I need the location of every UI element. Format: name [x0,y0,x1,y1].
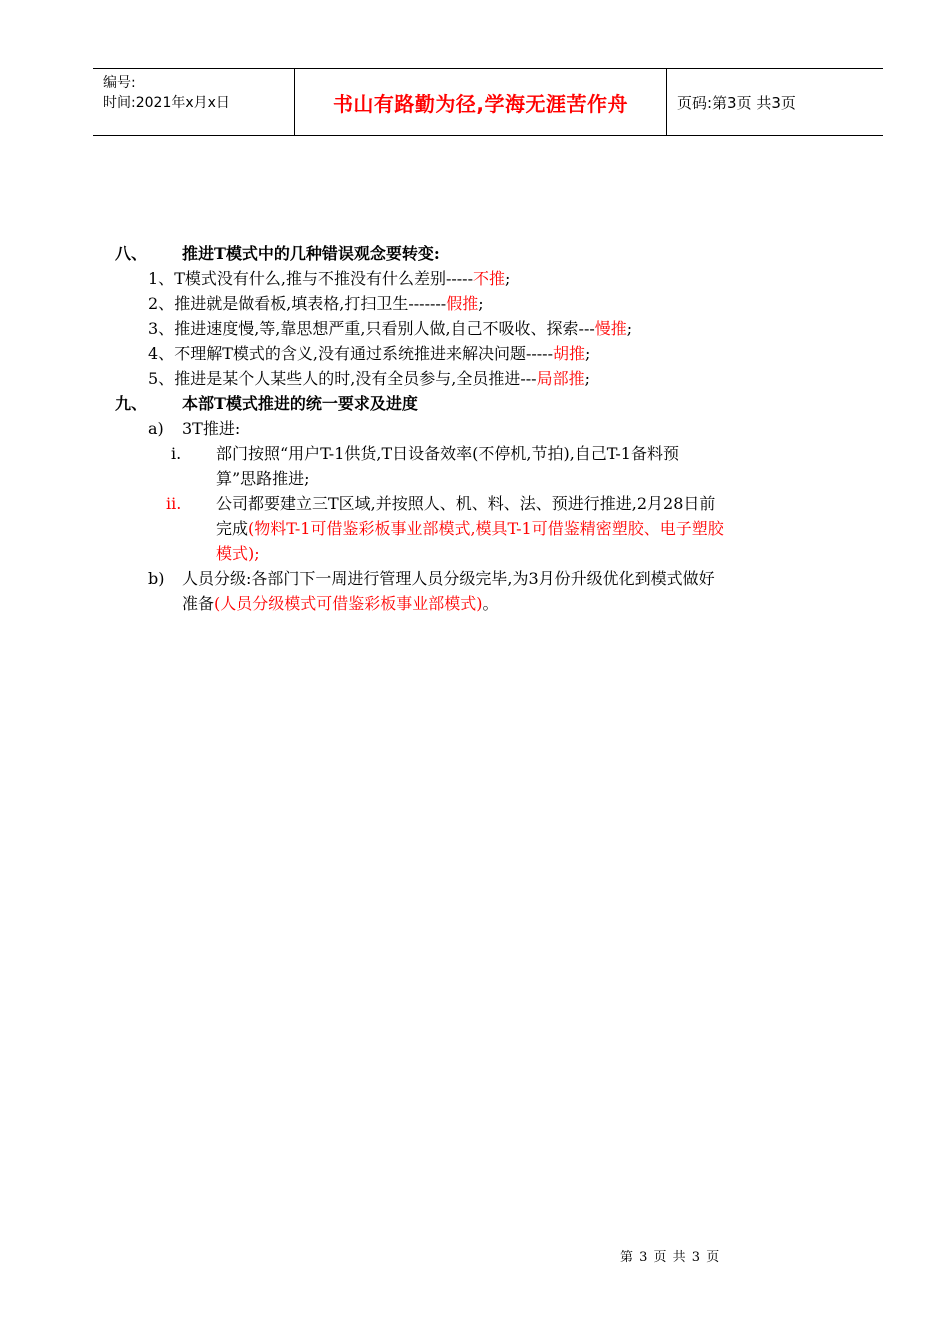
item-highlight: 慢推 [594,319,627,338]
item-end: ; [626,319,633,338]
item-text: 推进速度慢,等,靠思想严重,只看别人做,自己不吸收、探索--- [174,319,595,338]
sub-ii-line2-highlight: (物料T-1可借鉴彩板事业部模式,模具T-1可借鉴精密塑胶、电子塑胶 [248,519,724,538]
item-text: 推进是某个人某些人的时,没有全员参与,全员推进--- [174,369,537,388]
item-end: ; [585,344,591,363]
item-end: ; [584,369,590,388]
list-item [148,367,590,391]
item-highlight: 胡推 [552,344,585,363]
header-page-cell [667,69,883,135]
item-end: ; [478,294,484,313]
header-motto: 书山有路勤为径,学海无涯苦作舟 [332,91,629,116]
item-number: 4、 [148,344,175,363]
section9-title: 本部T模式推进的统一要求及进度 [182,394,418,413]
item-number: 1、 [148,269,175,288]
sub-ii-line2 [216,517,724,541]
serial-label: 编号: [103,75,136,91]
sub-b-line2-prefix: 准备 [182,594,215,613]
section8-marker: 八、 [115,244,148,263]
header-motto-cell [295,69,667,135]
item-highlight: 假推 [446,294,479,313]
sub-b-line2-end: 。 [482,594,499,613]
sub-ii-line2-prefix: 完成 [216,519,249,538]
item-text: 不理解T模式的含义,没有通过系统推进来解决问题----- [174,344,553,363]
sub-ii-marker: ii. [166,494,182,513]
sub-i-line2: 算”思路推进; [216,469,310,488]
item-text: T模式没有什么,推与不推没有什么差别----- [174,269,473,288]
list-item [148,292,484,316]
list-item [148,342,590,366]
header-page-label: 页码:第3页 共3页 [677,93,796,112]
sub-i-line1: 部门按照“用户T-1供货,T日设备效率(不停机,节拍),自己T-1备料预 [216,444,679,463]
item-number: 5、 [148,369,175,388]
sub-a-marker: a) [148,419,164,438]
item-text: 推进就是做看板,填表格,打扫卫生------- [174,294,447,313]
header-meta [93,69,295,135]
item-highlight: 局部推 [536,369,585,388]
sub-ii-line3: 模式); [216,544,260,563]
sub-b-line2-highlight: (人员分级模式可借鉴彩板事业部模式) [214,594,483,613]
item-highlight: 不推 [472,269,505,288]
sub-a-text: 3T推进: [182,419,241,438]
sub-b-line1: 人员分级:各部门下一周进行管理人员分级完毕,为3月份升级优化到模式做好 [182,569,715,588]
page-footer: 第 3 页 共 3 页 [620,1250,721,1265]
sub-i-marker: i. [171,444,182,463]
section9-marker: 九、 [115,394,148,413]
list-item [148,317,632,341]
page-header [93,68,883,136]
item-number: 3、 [148,319,175,338]
sub-b-marker: b) [148,569,165,588]
item-end: ; [505,269,511,288]
time-label: 时间:2021年x月x日 [103,95,230,111]
section8-title: 推进T模式中的几种错误观念要转变: [182,244,440,263]
item-number: 2、 [148,294,175,313]
sub-ii-line1: 公司都要建立三T区域,并按照人、机、料、法、预进行推进,2月28日前 [216,494,716,513]
sub-b-line2 [182,592,499,616]
list-item [148,267,510,291]
